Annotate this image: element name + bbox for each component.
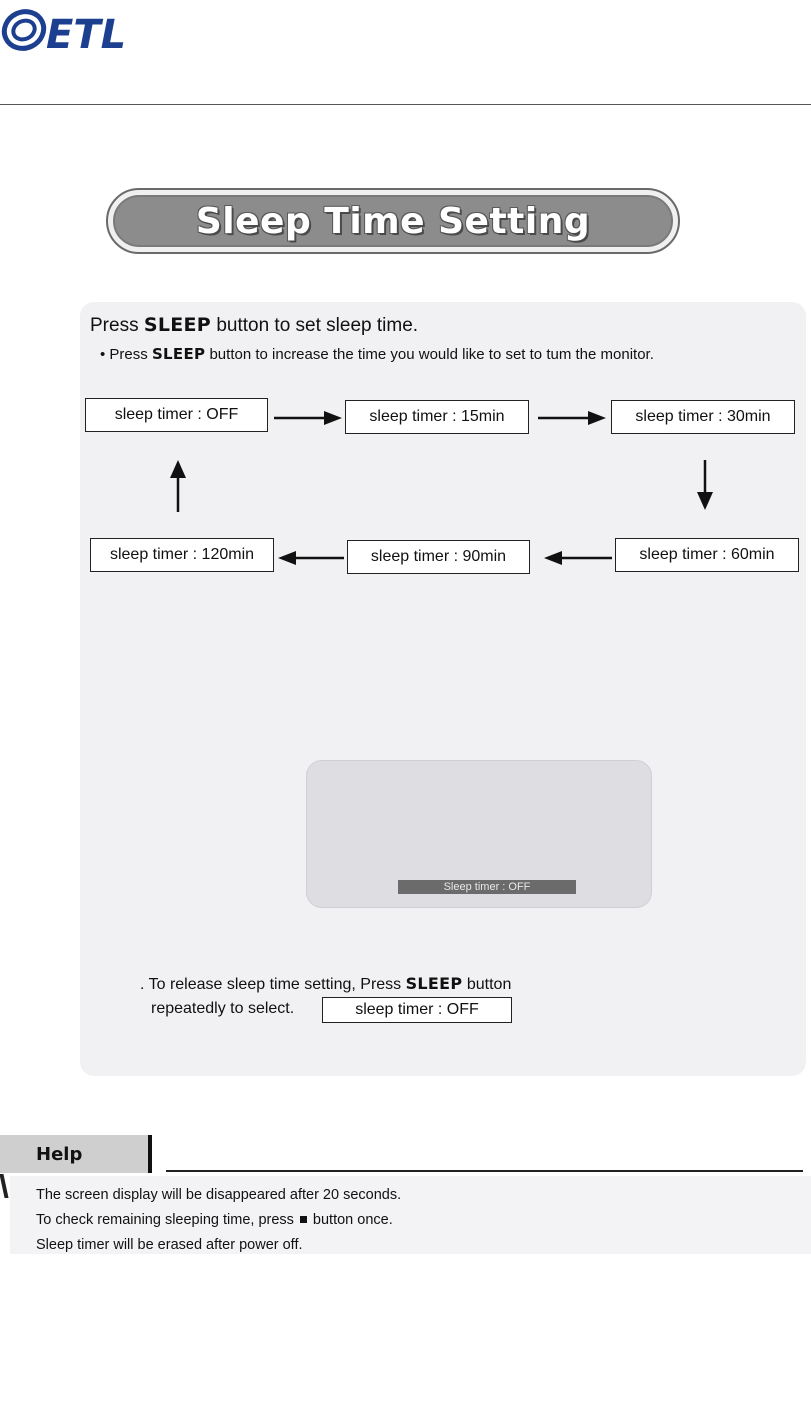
sleep-keyword: SLEEP	[405, 974, 463, 993]
logo-wordmark: ETL	[46, 12, 127, 54]
sleep-keyword: SLEEP	[151, 345, 206, 363]
release-instruction: . To release sleep time setting, Press SLEEP button	[140, 974, 512, 993]
help-note-3: Sleep timer will be erased after power off.	[36, 1237, 303, 1253]
timer-state-60min: sleep timer : 60min	[615, 538, 799, 572]
arrow-left-icon	[542, 548, 614, 568]
intro-bullet: • Press SLEEP button to increase the time you would like to set to tum the monitor.	[100, 345, 654, 363]
arrow-up-icon	[167, 458, 189, 514]
section-title-banner	[106, 188, 680, 254]
help-heading: Help	[0, 1135, 152, 1173]
osd-sleep-timer: Sleep timer : OFF	[398, 880, 576, 894]
timer-state-15min: sleep timer : 15min	[345, 400, 529, 434]
sleep-keyword: SLEEP	[143, 314, 212, 336]
arrow-down-icon	[694, 458, 716, 512]
etl-logo	[0, 4, 160, 54]
timer-state-90min: sleep timer : 90min	[347, 540, 530, 574]
timer-state-off-callout: sleep timer : OFF	[322, 997, 512, 1023]
timer-state-off: sleep timer : OFF	[85, 398, 268, 432]
help-note-2: To check remaining sleeping time, press button once.	[36, 1212, 393, 1228]
swirl-logo-icon	[0, 5, 50, 54]
arrow-left-icon	[276, 548, 346, 568]
stop-square-icon	[300, 1216, 307, 1223]
arrow-right-icon	[536, 408, 608, 428]
help-divider	[166, 1170, 803, 1172]
release-instruction-2: repeatedly to select.	[151, 1000, 295, 1017]
timer-state-120min: sleep timer : 120min	[90, 538, 274, 572]
help-margin-mark	[0, 1174, 9, 1198]
timer-state-30min: sleep timer : 30min	[611, 400, 795, 434]
arrow-right-icon	[272, 408, 344, 428]
page-title: Sleep Time Setting	[195, 200, 591, 242]
help-note-1: The screen display will be disappeared after 20 seconds.	[36, 1187, 402, 1203]
intro-lead: Press SLEEP button to set sleep time.	[90, 314, 419, 336]
header-divider	[0, 104, 811, 105]
